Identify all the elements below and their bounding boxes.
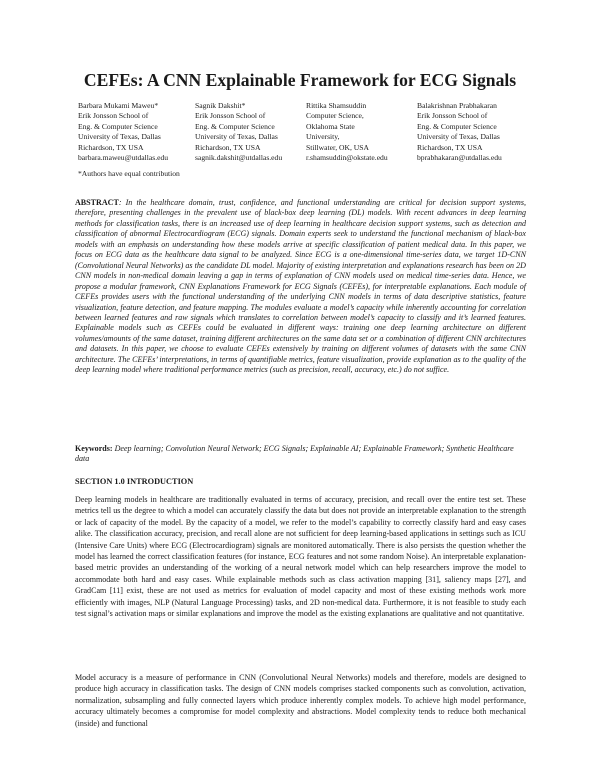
intro-paragraph-1: Deep learning models in healthcare are traditionally evaluated in terms of accuracy, precision, and recall over the entire test set. These metrics tell us the degree to which a model can accurately classify the data but does not provide an interpretable explanation to the strength or lack of capacity of the model. By the capacity of a model, we refer to the model’s capability to correctly classify hard and easy cases alike. The classification accuracy, precision, and recall alone are not sufficient for deep learning-based applications in settings such as ICU (Intensive Care Units) where ECG (Electrocardiogram) signals are monitored automatically. There is also persists the question whether the model has learned the correct classification features (for instance, ECG features and not some random Noise). An interpretable explanation-based metric provides an understanding of the working of a neural network model which can help researchers improve the model to accommodate both hard and easy cases. While explainable methods such as class activation mapping [31], saliency maps [27], and GradCam [11] exist, these are not used as metrics for evaluation of model capacity and most of these existing methods work more efficiently with images, NLP (Natural Language Processing) tasks, and 2D non-medical data. Furthermore, it is not feasible to study each test signal’s activation maps or similar explanations and improve the model as the existing explanations are qualitative and not quantitative. [75, 495, 526, 619]
abstract [75, 198, 526, 376]
author-affiliation: Eng. & Computer Science [417, 121, 497, 131]
author-location: Richardson, TX USA [78, 142, 144, 152]
keywords-label: Keywords: [75, 444, 113, 453]
section-heading: SECTION 1.0 INTRODUCTION [75, 477, 194, 486]
author-name: Barbara Mukami Maweu* [78, 101, 159, 110]
author-2 [195, 101, 282, 163]
author-affiliation: University of Texas, Dallas [417, 132, 500, 142]
author-4 [417, 101, 502, 163]
author-email: barbara.maweu@utdallas.edu [78, 153, 169, 163]
author-affiliation: Oklahoma State [306, 121, 355, 131]
author-email: bprabhakaran@utdallas.edu [417, 153, 502, 163]
keywords [75, 444, 526, 465]
author-name: Sagnik Dakshit* [195, 101, 246, 110]
author-email: r.shamsuddin@okstate.edu [306, 153, 388, 163]
paper-title: CEFEs: A CNN Explainable Framework for ECG Signals [83, 70, 517, 90]
author-location: Richardson, TX USA [417, 142, 483, 152]
author-email: sagnik.dakshit@utdallas.edu [195, 153, 283, 163]
author-affiliation: Eng. & Computer Science [195, 121, 275, 131]
author-1 [78, 101, 168, 163]
abstract-text: : In the healthcare domain, trust, confidence, and functional understanding are critical for decision support systems, therefore, presenting challenges in the prevalent use of black-box deep learning (DL) models. With recent advances in deep learning methods for classification tasks, there is an increased use of deep learning in healthcare decision support systems, such as detection and classification of abnormal Electrocardiogram (ECG) signals. Domain experts seek to understand the functional mechanism of black-box models with an emphasis on understanding how these models arrive at specific classification of patient medical data. In this paper, we focus on ECG data as the healthcare data signal to be analyzed. Since ECG is a one-dimensional time-series data, we target 1D-CNN (Convolutional Neural Networks) as the candidate DL model. Majority of existing interpretation and explanations research has been on 2D CNN models in non-medical domain leaving a gap in terms of explanation of CNN models used on medical time-series data. Hence, we propose a modular framework, CNN Explanations Framework for ECG Signals (CEFEs), for interpretable explanations. Each module of CEFEs provides users with the functional understanding of the underlying CNN models in terms of data descriptive statistics, feature visualization, feature detection, and feature mapping. The modules evaluate a model’s capacity while inherently accounting for correlation between learned features and raw signals which translates to correlation between model’s capacity to classify and it’s learned features. Explainable models such as CEFEs could be evaluated in different ways: training one deep learning architecture on different volumes/amounts of the same dataset, training different architectures on the same data set or a combination of different CNN architectures and datasets. In this paper, we choose to evaluate CEFEs extensively by training on different volumes of datasets with the same CNN architecture. The CEFEs’ interpretations, in terms of quantifiable metrics, feature visualization, provide explanation as to the quality of the deep learning model where traditional performance metrics (such as precision, recall, accuracy, etc.) do not suffice. [75, 198, 526, 375]
keywords-text: Deep learning; Convolution Neural Network; ECG Signals; Explainable AI; Explainable Framework; Synthetic Healthcare data [75, 444, 514, 464]
author-name: Balakrishnan Prabhakaran [417, 101, 497, 110]
author-location: Richardson, TX USA [195, 142, 261, 152]
author-affiliation: Erik Jonsson School of [78, 111, 149, 121]
author-affiliation: Eng. & Computer Science [78, 121, 158, 131]
author-affiliation: University of Texas, Dallas [195, 132, 278, 142]
author-affiliation: Erik Jonsson School of [195, 111, 266, 121]
author-affiliation: Computer Science, [306, 111, 364, 121]
author-affiliation: University of Texas, Dallas [78, 132, 161, 142]
abstract-label: ABSTRACT [75, 198, 119, 207]
author-affiliation: University, [306, 132, 340, 142]
author-name: Rittika Shamsuddin [306, 101, 367, 110]
equal-contribution-note: *Authors have equal contribution [78, 169, 180, 178]
author-location: Stillwater, OK, USA [306, 142, 369, 152]
author-affiliation: Erik Jonsson School of [417, 111, 488, 121]
intro-paragraph-2: Model accuracy is a measure of performance in CNN (Convolutional Neural Networks) models and therefore, models are designed to produce high accuracy in classification tasks. The design of CNN models comprises stacked components such as convolution, activation, normalization, subsampling and fully connected layers which produce inherently complex models. To achieve high model performance, accuracy ultimately becomes a compromise for model complexity and abstractions. Model complexity tends to reduce both mechanical (inside) and functional [75, 673, 526, 728]
author-3 [306, 101, 388, 163]
